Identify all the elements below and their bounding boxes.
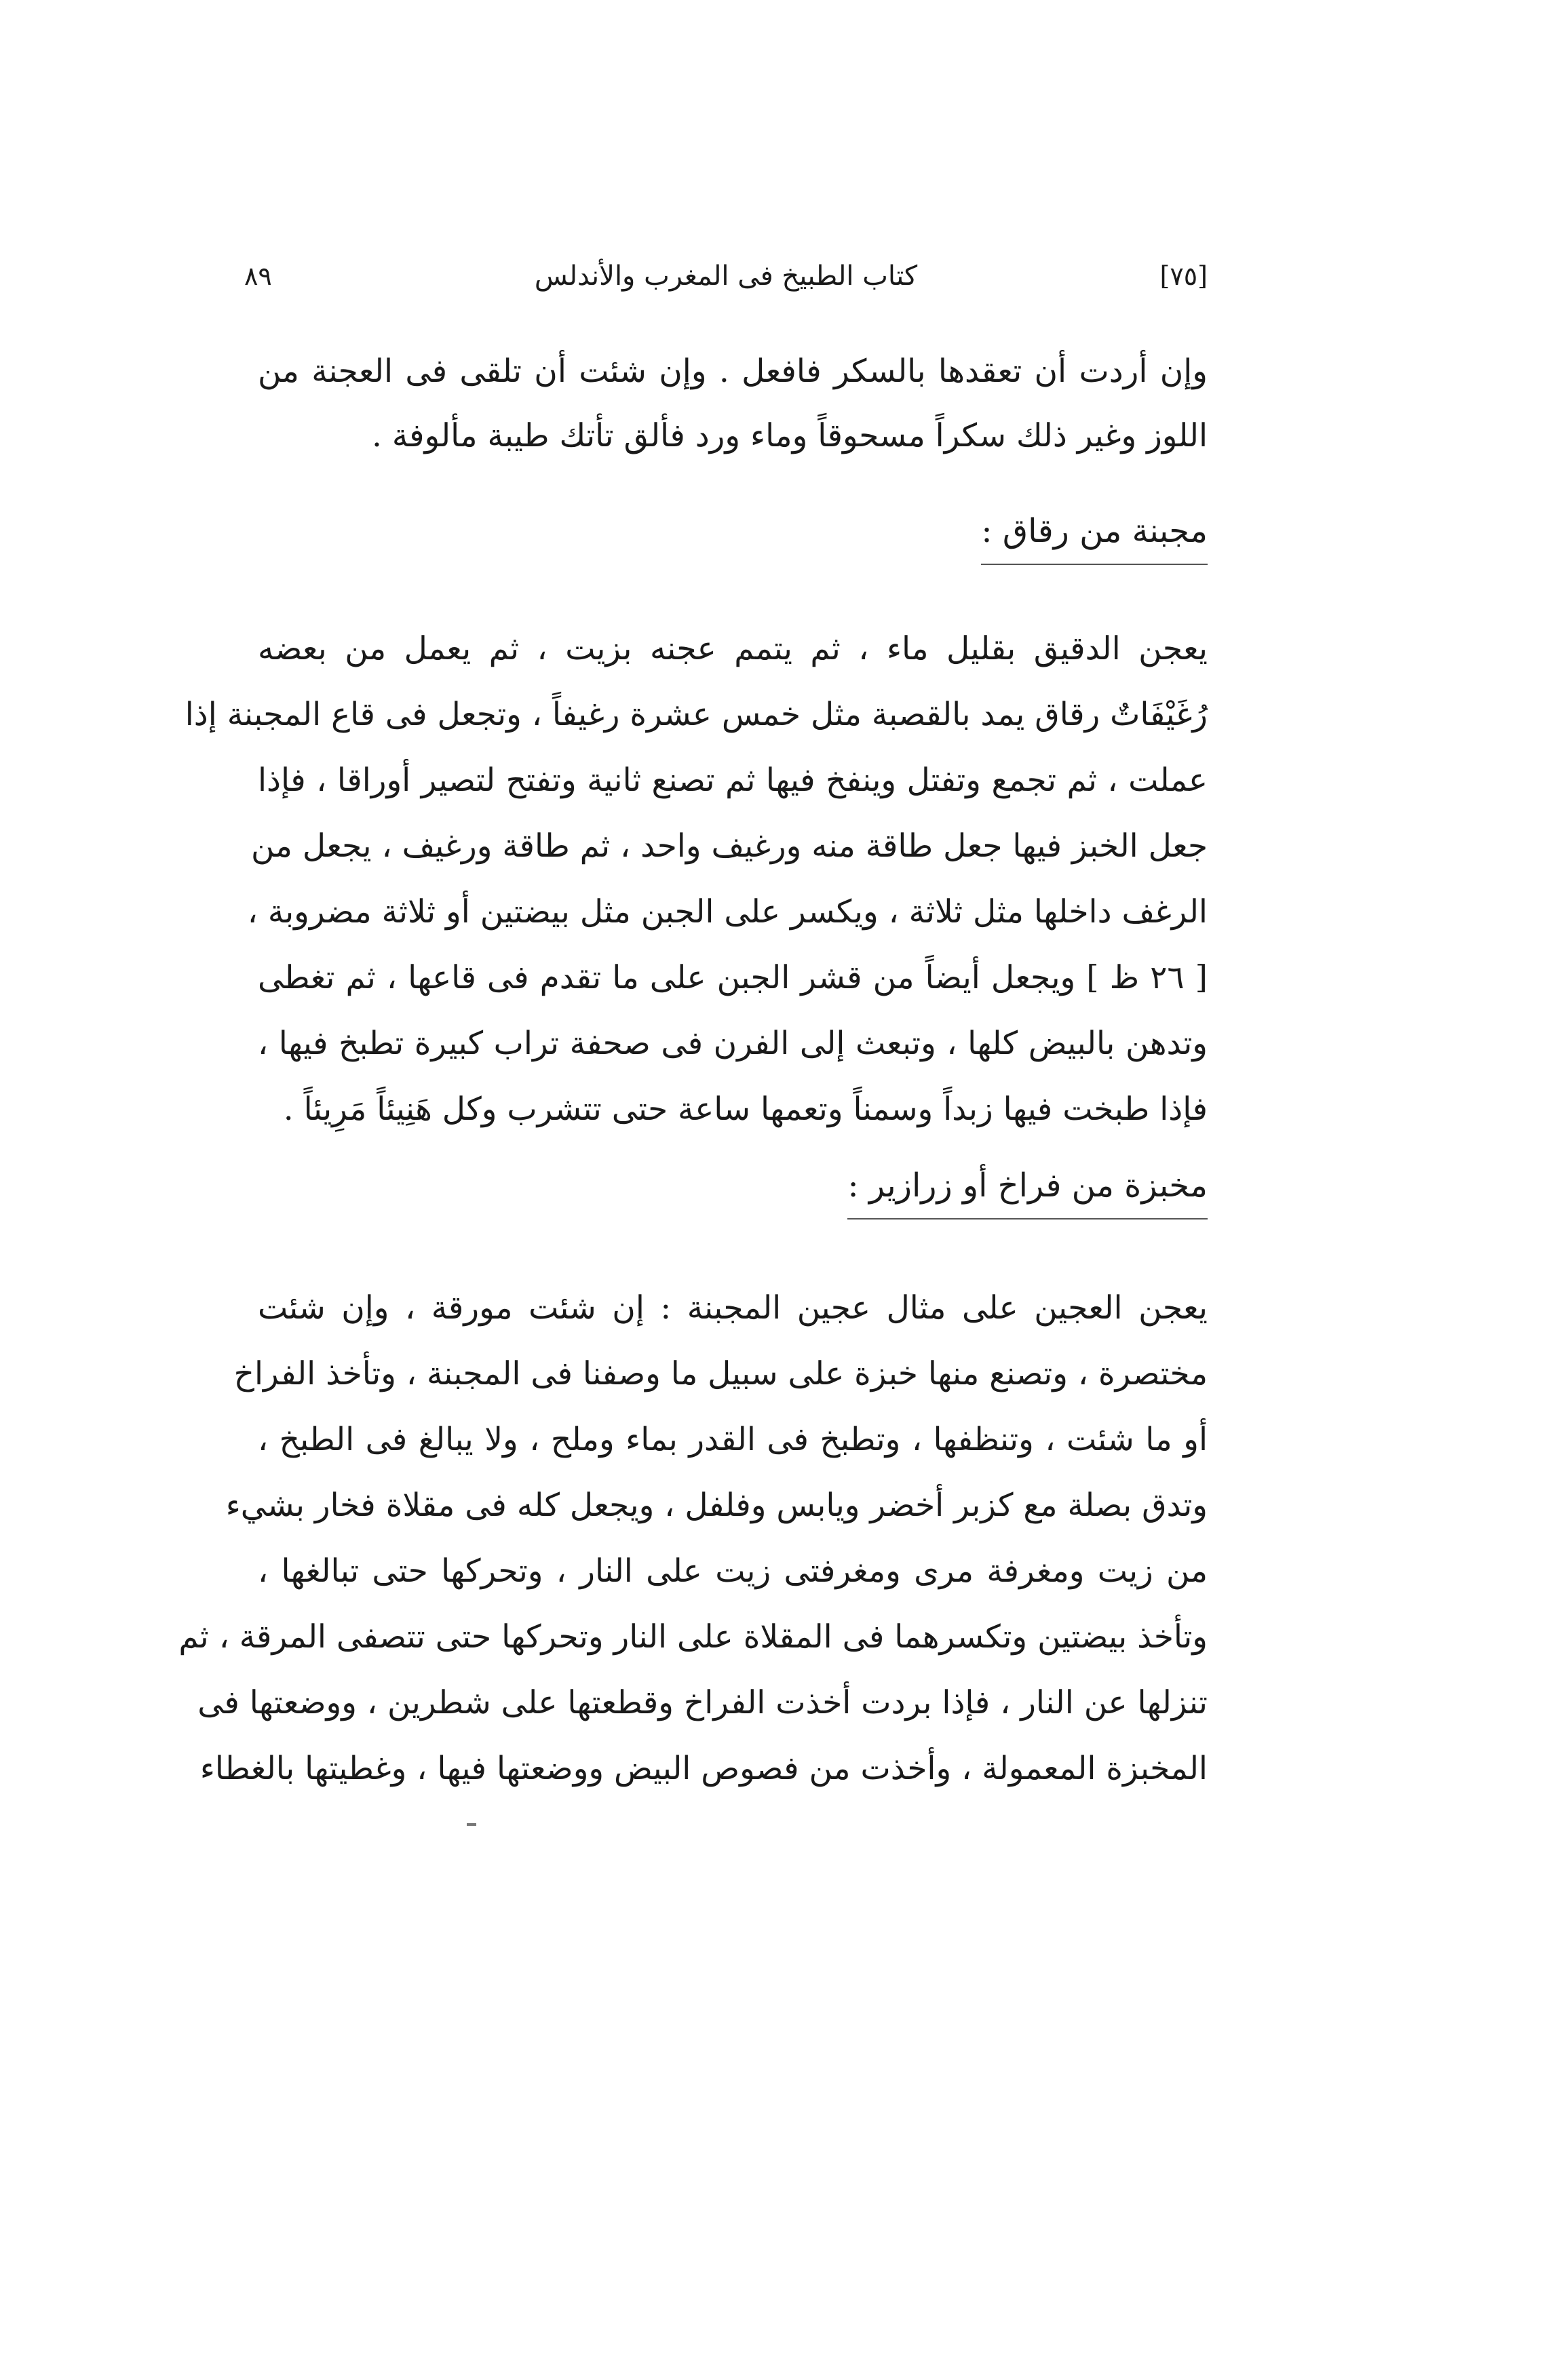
text-line: جعل الخبز فيها جعل طاقة منه ورغيف واحد ، ثم طاقة ورغيف ، يجعل من <box>250 827 1208 865</box>
text-line: من زيت ومغرفة مرى ومغرفتى زيت على النار ، وتحركها حتى تبالغها ، <box>258 1553 1208 1590</box>
recipe-paragraph-mukhabbaza <box>178 1275 1208 1801</box>
text-line: الرغف داخلها مثل ثلاثة ، ويكسر على الجبن مثل بيضتين أو ثلاثة مضروبة ، <box>247 893 1208 931</box>
heading-underline <box>981 564 1208 565</box>
text-line: وتأخذ بيضتين وتكسرهما فى المقلاة على النار وتحركها حتى تتصفى المرقة ، ثم <box>178 1618 1208 1656</box>
text-line: مختصرة ، وتصنع منها خبزة على سبيل ما وصفنا فى المجبنة ، وتأخذ الفراخ <box>233 1355 1208 1392</box>
recipe-paragraph-mujabbana <box>185 616 1208 1142</box>
section-heading-text: مجبنة من رقاق : <box>981 512 1208 550</box>
text-line: عملت ، ثم تجمع وتفتل وينفخ فيها ثم تصنع ثانية وتفتح لتصير أوراقا ، فإذا <box>258 762 1208 799</box>
text-line: اللوز وغير ذلك سكراً مسحوقاً وماء ورد فألق تأتك طيبة مألوفة . <box>371 417 1208 454</box>
text-line: المخبزة المعمولة ، وأخذت من فصوص البيض ووضعتها فيها ، وغطيتها بالغطاء <box>199 1750 1208 1787</box>
page-number: ٨٩ <box>244 261 272 291</box>
text-line: يعجن الدقيق بقليل ماء ، ثم يتمم عجنه بزيت ، ثم يعمل من بعضه <box>258 630 1208 667</box>
section-heading-text: مخبزة من فراخ أو زرازير : <box>847 1167 1208 1205</box>
bracketed-page-number: [٧٥] <box>1159 261 1208 291</box>
section-heading-mukhabbaza <box>847 1167 1208 1205</box>
text-line: وإن أردت أن تعقدها بالسكر فافعل . وإن شئت أن تلقى فى العجنة من <box>258 353 1208 390</box>
intro-paragraph <box>258 339 1208 468</box>
text-line: فإذا طبخت فيها زبداً وسمناً وتعمها ساعة حتى تتشرب وكل هَنِيئاً مَرِيئاً . <box>283 1091 1208 1128</box>
text-line: رُغَيْفَاتٌ رقاق يمد بالقصبة مثل خمس عشرة رغيفاً ، وتجعل فى قاع المجبنة إذا <box>185 696 1208 733</box>
text-line: وتدق بصلة مع كزبر أخضر ويابس وفلفل ، ويجعل كله فى مقلاة فخار بشيء <box>225 1487 1208 1524</box>
text-line: أو ما شئت ، وتنظفها ، وتطبخ فى القدر بماء وملح ، ولا يبالغ فى الطبخ ، <box>258 1421 1208 1458</box>
text-line: تنزلها عن النار ، فإذا بردت أخذت الفراخ وقطعتها على شطرين ، ووضعتها فى <box>197 1684 1208 1721</box>
text-line: وتدهن بالبيض كلها ، وتبعث إلى الفرن فى صحفة تراب كبيرة تطبخ فيها ، <box>258 1025 1208 1062</box>
text-line: يعجن العجين على مثال عجين المجبنة : إن شئت مورقة ، وإن شئت <box>258 1289 1208 1327</box>
section-heading-mujabbana <box>981 512 1208 550</box>
scan-speck <box>467 1823 476 1826</box>
page-header <box>244 252 1208 300</box>
running-title: كتاب الطبيخ فى المغرب والأندلس <box>534 260 918 292</box>
text-line: [ ٢٦ ظ ] ويجعل أيضاً من قشر الجبن على ما تقدم فى قاعها ، ثم تغطى <box>258 959 1208 996</box>
heading-underline <box>847 1218 1208 1220</box>
